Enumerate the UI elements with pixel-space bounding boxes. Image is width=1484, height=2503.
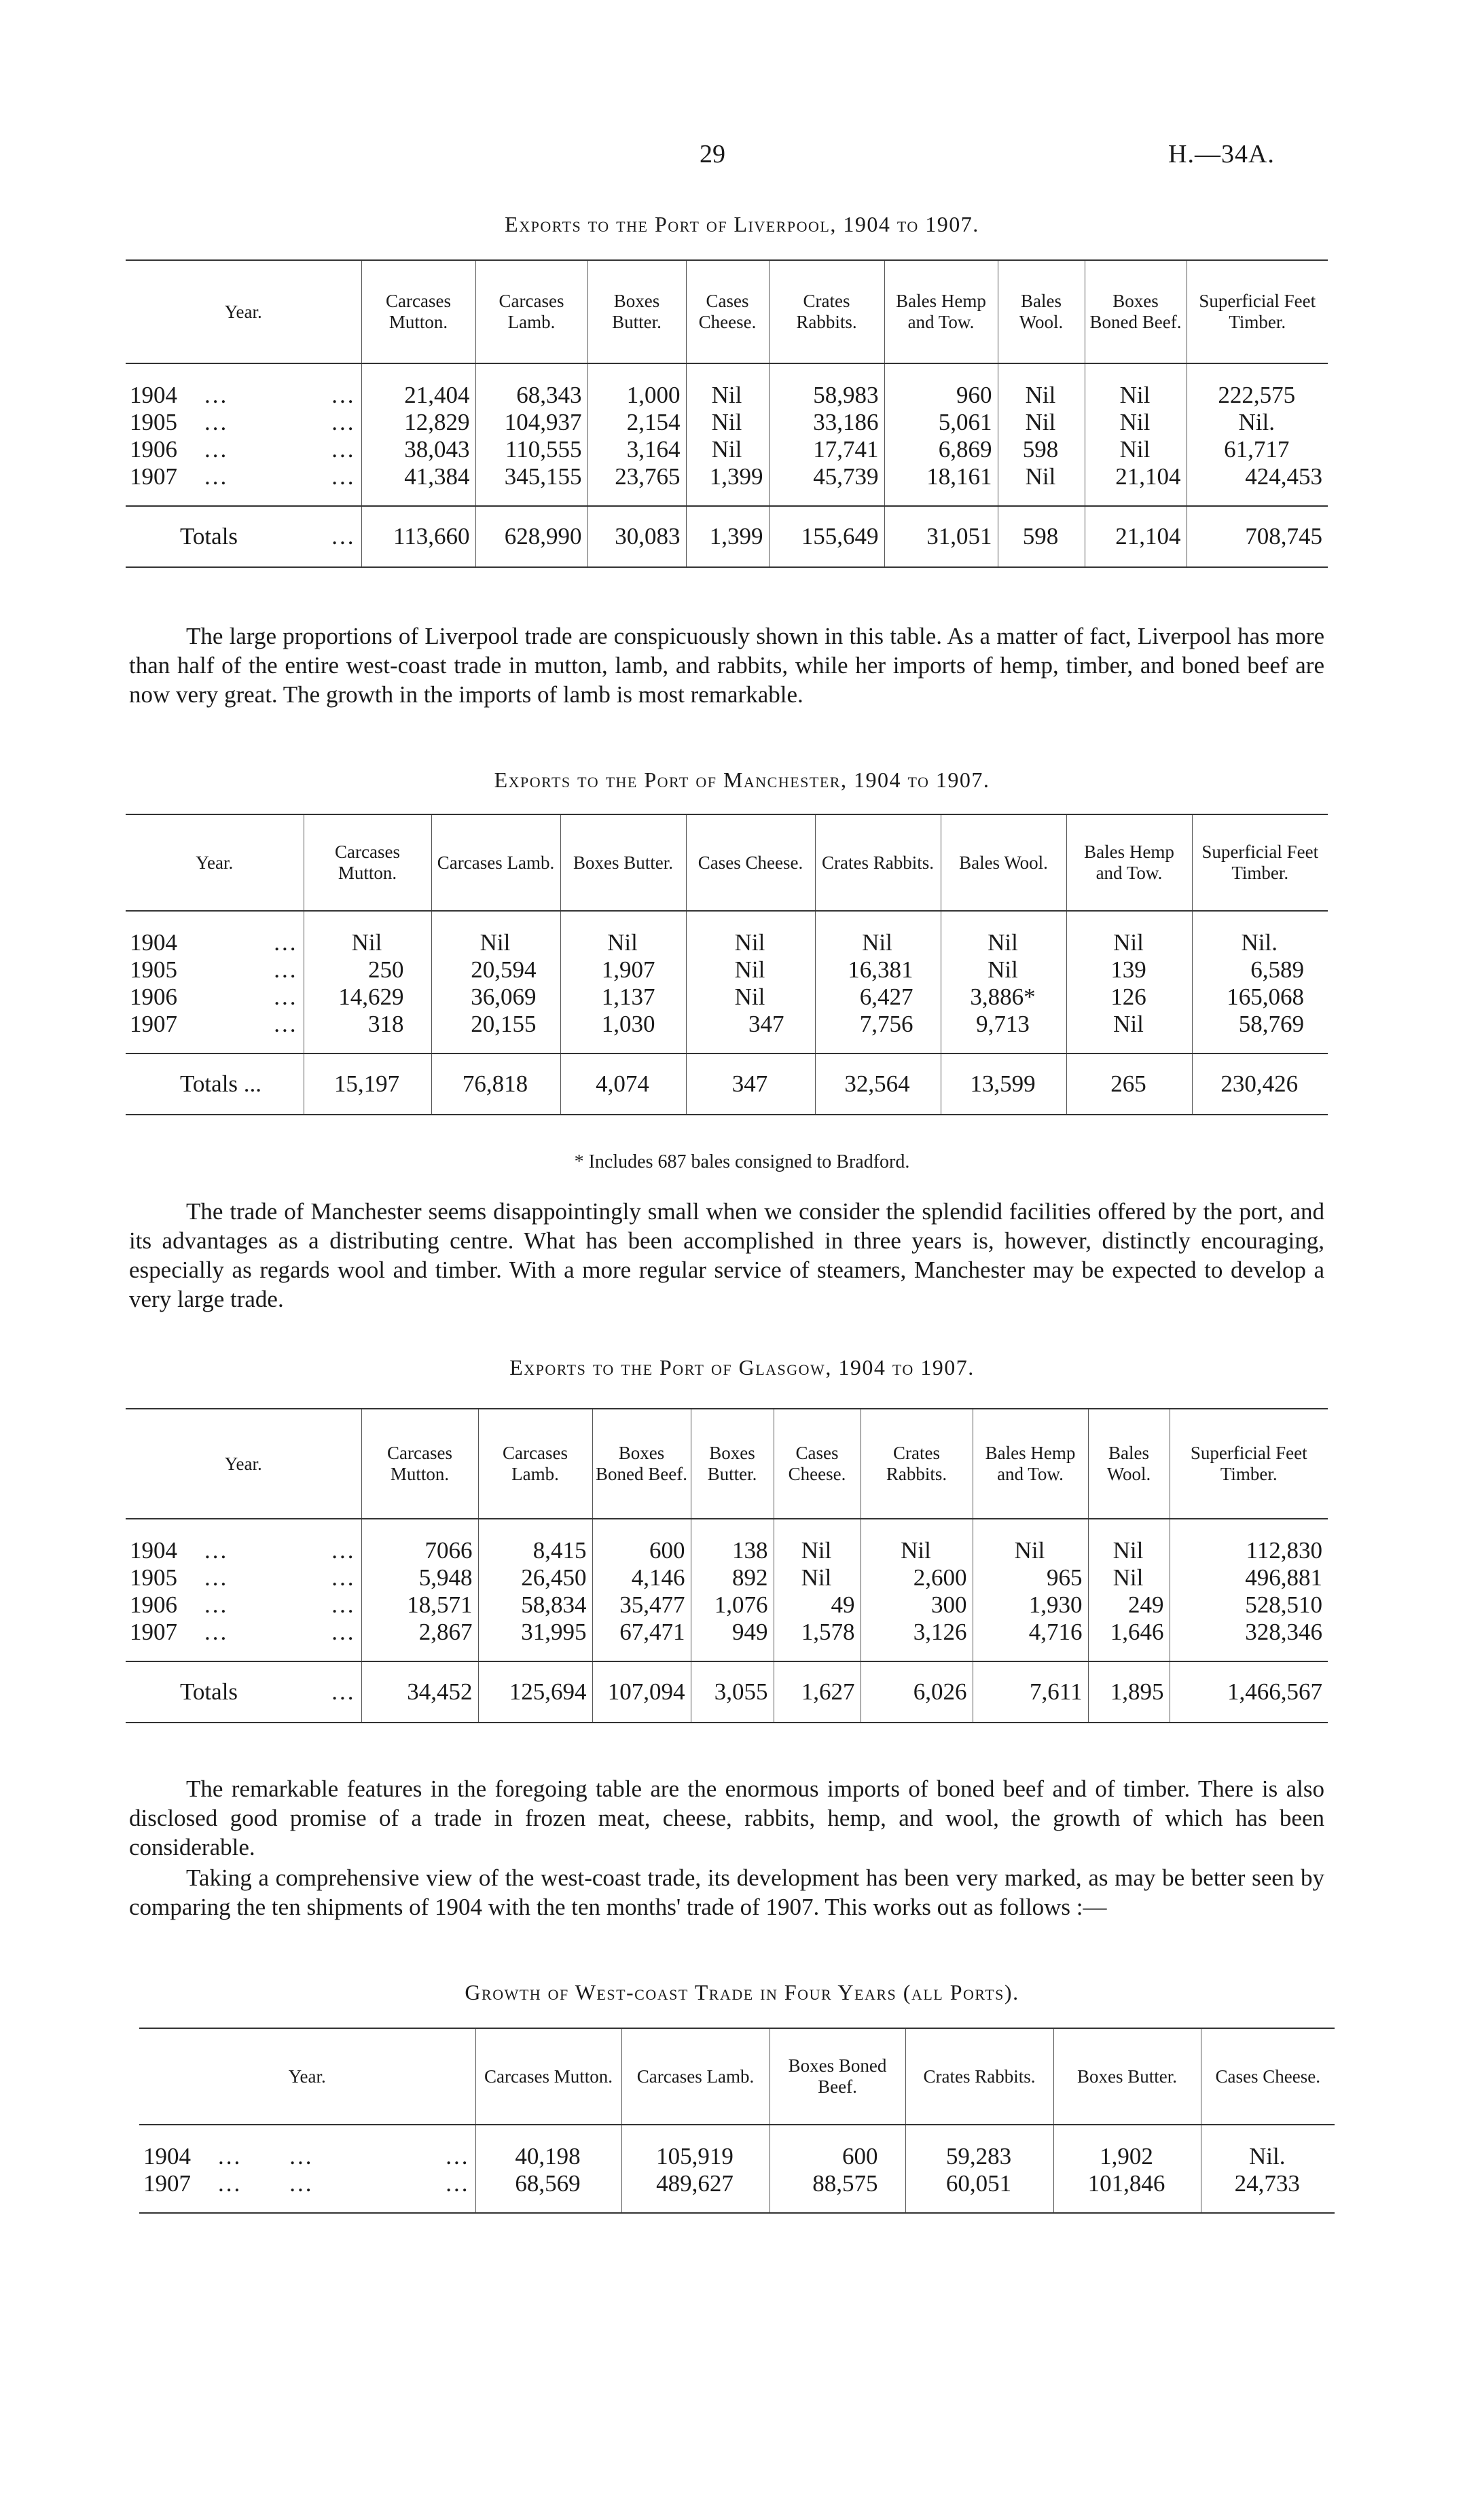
table-cell: 18,161 (884, 463, 998, 506)
table-row (139, 2170, 1335, 2213)
table-cell: 4,146 (592, 1564, 691, 1591)
column-header: Cases Cheese. (686, 814, 815, 911)
column-header: Superficial Feet Timber. (1192, 814, 1328, 911)
table-cell: 1,000 (587, 363, 686, 409)
table-cell: 1,895 (1088, 1661, 1170, 1723)
table-cell: 496,881 (1170, 1564, 1328, 1591)
table-cell: Nil (1088, 1564, 1170, 1591)
table-cell: 6,026 (861, 1661, 973, 1723)
table-row (126, 436, 1328, 463)
table-cell: Nil (686, 911, 815, 956)
table-cell: 20,594 (431, 956, 560, 984)
document-reference: H.—34A. (1168, 140, 1275, 168)
table-cell: 23,765 (587, 463, 686, 506)
table-cell: 1,030 (560, 1011, 686, 1054)
column-header: Year. (126, 814, 304, 911)
table-cell: 628,990 (475, 506, 587, 567)
table-cell: 36,069 (431, 984, 560, 1011)
table-cell: Nil (941, 956, 1066, 984)
table-row (126, 911, 1328, 956)
table-cell: 112,830 (1170, 1519, 1328, 1564)
table-row (126, 1011, 1328, 1054)
table-cell: 3,886* (941, 984, 1066, 1011)
table-cell: 26,450 (478, 1564, 592, 1591)
table-cell: 528,510 (1170, 1591, 1328, 1619)
manchester-table (126, 814, 1328, 1115)
table-cell: 230,426 (1192, 1054, 1328, 1115)
table-cell: Nil (941, 911, 1066, 956)
column-header: Cases Cheese. (1201, 2028, 1335, 2125)
table-cell: 5,948 (361, 1564, 478, 1591)
table-cell: 58,983 (769, 363, 884, 409)
table-cell: 1,399 (686, 506, 769, 567)
table-cell: 21,104 (1085, 463, 1187, 506)
table-cell: 31,995 (478, 1619, 592, 1661)
table-cell: 138 (691, 1519, 774, 1564)
year-cell: 1904 ... ... ... (143, 2143, 470, 2169)
table-cell: Nil (1066, 911, 1192, 956)
table-cell: Nil (1066, 1011, 1192, 1054)
year-cell: 1906 ... ... (130, 436, 356, 463)
table-cell: 58,834 (478, 1591, 592, 1619)
table-cell: 965 (973, 1564, 1088, 1591)
table-cell: 7,756 (815, 1011, 941, 1054)
table-cell: 347 (686, 1054, 815, 1115)
year-cell: 1907 ... ... (130, 1619, 356, 1645)
table-cell: 6,589 (1192, 956, 1328, 984)
column-header: Crates Rabbits. (861, 1409, 973, 1519)
paragraph-manchester: The trade of Manchester seems disappointingly small when we consider the splendid facilities offered by the port, and its advantages as a distributing centre. What has been accomplished in three years is, however, distinctly encouraging, especially as regards wool and timber. With a more regular service of steamers, Manchester may be expected to develop a very large trade. (129, 1198, 1324, 1312)
table-cell: 347 (686, 1011, 815, 1054)
table-cell: 3,055 (691, 1661, 774, 1723)
totals-label: Totals ... (126, 506, 361, 567)
column-header: Carcases Mutton. (361, 1409, 478, 1519)
table-cell: 8,415 (478, 1519, 592, 1564)
table-cell: 2,600 (861, 1564, 973, 1591)
column-header: Carcases Lamb. (475, 260, 587, 363)
column-header: Year. (139, 2028, 475, 2125)
table-cell: 424,453 (1187, 463, 1328, 506)
table-cell: Nil (774, 1519, 861, 1564)
column-header: Carcases Mutton. (304, 814, 431, 911)
liverpool-table-caption: Exports to the Port of Liverpool, 1904 to 1907. (505, 212, 979, 236)
liverpool-table (126, 259, 1328, 568)
table-cell: 6,869 (884, 436, 998, 463)
table-cell: 33,186 (769, 409, 884, 436)
table-cell: 328,346 (1170, 1619, 1328, 1661)
table-cell: Nil (686, 363, 769, 409)
table-cell: 107,094 (592, 1661, 691, 1723)
table-cell: Nil (686, 436, 769, 463)
column-header: Superficial Feet Timber. (1187, 260, 1328, 363)
table-cell: 1,076 (691, 1591, 774, 1619)
table-cell: 104,937 (475, 409, 587, 436)
table-cell: 61,717 (1187, 436, 1328, 463)
table-cell: 15,197 (304, 1054, 431, 1115)
table-cell: 67,471 (592, 1619, 691, 1661)
column-header: Boxes Boned Beef. (1085, 260, 1187, 363)
table-row (126, 409, 1328, 436)
table-cell: Nil (1088, 1519, 1170, 1564)
table-cell: 1,578 (774, 1619, 861, 1661)
table-cell: Nil (686, 956, 815, 984)
table-cell: 222,575 (1187, 363, 1328, 409)
table-cell: 6,427 (815, 984, 941, 1011)
table-cell: Nil (1085, 363, 1187, 409)
table-cell: 21,404 (361, 363, 475, 409)
table-cell: 30,083 (587, 506, 686, 567)
totals-label: Totals ... (126, 1054, 304, 1115)
column-header: Boxes Butter. (691, 1409, 774, 1519)
table-cell: Nil (998, 409, 1085, 436)
year-cell: 1904 ... ... (130, 1537, 356, 1564)
table-cell: Nil (304, 911, 431, 956)
table-cell: Nil. (1201, 2125, 1335, 2170)
table-cell: 31,051 (884, 506, 998, 567)
manchester-footnote: * Includes 687 bales consigned to Bradford. (574, 1151, 910, 1172)
column-header: Boxes Butter. (560, 814, 686, 911)
table-cell: 105,919 (621, 2125, 770, 2170)
column-header: Year. (126, 1409, 361, 1519)
column-header: Carcases Mutton. (361, 260, 475, 363)
table-cell: 88,575 (770, 2170, 905, 2213)
table-cell: 12,829 (361, 409, 475, 436)
table-cell: 600 (770, 2125, 905, 2170)
table-row (126, 463, 1328, 506)
table-cell: 1,466,567 (1170, 1661, 1328, 1723)
table-cell: 949 (691, 1619, 774, 1661)
table-cell: 2,154 (587, 409, 686, 436)
totals-row (126, 1661, 1328, 1723)
column-header: Cases Cheese. (774, 1409, 861, 1519)
column-header: Cases Cheese. (686, 260, 769, 363)
table-cell: 9,713 (941, 1011, 1066, 1054)
growth-table-caption: Growth of West-coast Trade in Four Years (all Ports). (465, 1980, 1019, 2004)
column-header: Crates Rabbits. (905, 2028, 1053, 2125)
table-cell: 76,818 (431, 1054, 560, 1115)
table-cell: 489,627 (621, 2170, 770, 2213)
glasgow-table (126, 1408, 1328, 1723)
table-cell: 1,137 (560, 984, 686, 1011)
table-cell: 125,694 (478, 1661, 592, 1723)
table-cell: 7,611 (973, 1661, 1088, 1723)
table-cell: Nil. (1192, 911, 1328, 956)
table-cell: 1,646 (1088, 1619, 1170, 1661)
paragraph-liverpool: The large proportions of Liverpool trade are conspicuously shown in this table. As a matter of fact, Liverpool has more than half of the entire west-coast trade in mutton, lamb, and rabbits, while her imports of hemp, timber, and boned beef are now very great. The growth in the imports of lamb is most remarkable. (129, 623, 1324, 708)
table-cell: 38,043 (361, 436, 475, 463)
table-cell: 598 (998, 436, 1085, 463)
table-cell: 58,769 (1192, 1011, 1328, 1054)
year-cell: 1905 ... ... (130, 409, 356, 435)
table-cell: 1,902 (1053, 2125, 1201, 2170)
table-cell: 1,627 (774, 1661, 861, 1723)
table-row (139, 2125, 1335, 2170)
column-header: Carcases Lamb. (431, 814, 560, 911)
column-header: Crates Rabbits. (769, 260, 884, 363)
year-cell: 1906 ... (130, 984, 298, 1010)
table-row (126, 1519, 1328, 1564)
table-cell: Nil (1085, 409, 1187, 436)
column-header: Bales Hemp and Tow. (884, 260, 998, 363)
table-cell: 4,074 (560, 1054, 686, 1115)
column-header: Bales Hemp and Tow. (973, 1409, 1088, 1519)
table-row (126, 1619, 1328, 1661)
table-row (126, 363, 1328, 409)
column-header: Superficial Feet Timber. (1170, 1409, 1328, 1519)
table-cell: 1,930 (973, 1591, 1088, 1619)
table-cell: 300 (861, 1591, 973, 1619)
table-cell: 68,343 (475, 363, 587, 409)
column-header: Bales Wool. (941, 814, 1066, 911)
table-cell: 318 (304, 1011, 431, 1054)
year-cell: 1904 ... ... (130, 382, 356, 408)
table-cell: 14,629 (304, 984, 431, 1011)
table-cell: 60,051 (905, 2170, 1053, 2213)
table-cell: 4,716 (973, 1619, 1088, 1661)
column-header: Year. (126, 260, 361, 363)
year-cell: 1905 ... (130, 956, 298, 983)
table-cell: 35,477 (592, 1591, 691, 1619)
table-cell: 101,846 (1053, 2170, 1201, 2213)
table-cell: 139 (1066, 956, 1192, 984)
table-cell: 892 (691, 1564, 774, 1591)
column-header: Bales Wool. (1088, 1409, 1170, 1519)
table-cell: Nil (998, 463, 1085, 506)
table-cell: 16,381 (815, 956, 941, 984)
paragraph-glasgow: The remarkable features in the foregoing table are the enormous imports of boned beef and of timber. There is also disclosed good promise of a trade in frozen meat, cheese, rabbits, hemp, and wool, the growth of which has been considerable. (129, 1776, 1324, 1860)
table-cell: 345,155 (475, 463, 587, 506)
column-header: Bales Hemp and Tow. (1066, 814, 1192, 911)
paragraph-west-coast: Taking a comprehensive view of the west-coast trade, its development has been very marked, as may be better seen by comparing the ten shipments of 1904 with the ten months' trade of 1907. This works out as follows :— (129, 1865, 1324, 1920)
table-cell: 49 (774, 1591, 861, 1619)
table-cell: 249 (1088, 1591, 1170, 1619)
year-cell: 1907 ... ... ... (143, 2170, 470, 2197)
table-cell: 2,867 (361, 1619, 478, 1661)
table-cell: 45,739 (769, 463, 884, 506)
table-row (126, 1564, 1328, 1591)
table-cell: 41,384 (361, 463, 475, 506)
table-cell: 13,599 (941, 1054, 1066, 1115)
totals-row (126, 506, 1328, 567)
table-row (126, 984, 1328, 1011)
table-cell: 113,660 (361, 506, 475, 567)
column-header: Carcases Lamb. (621, 2028, 770, 2125)
totals-row (126, 1054, 1328, 1115)
year-cell: 1905 ... ... (130, 1564, 356, 1591)
growth-table (139, 2028, 1335, 2214)
table-row (126, 1591, 1328, 1619)
table-cell: Nil (686, 984, 815, 1011)
table-cell: 3,164 (587, 436, 686, 463)
table-cell: Nil (774, 1564, 861, 1591)
column-header: Crates Rabbits. (815, 814, 941, 911)
table-cell: 7066 (361, 1519, 478, 1564)
table-cell: 3,126 (861, 1619, 973, 1661)
year-cell: 1904 ... (130, 929, 298, 956)
table-cell: 59,283 (905, 2125, 1053, 2170)
table-cell: Nil (998, 363, 1085, 409)
year-cell: 1906 ... ... (130, 1591, 356, 1618)
table-cell: 708,745 (1187, 506, 1328, 567)
column-header: Carcases Lamb. (478, 1409, 592, 1519)
table-cell: 18,571 (361, 1591, 478, 1619)
table-row (126, 956, 1328, 984)
table-cell: 598 (998, 506, 1085, 567)
year-cell: 1907 ... (130, 1011, 298, 1037)
table-cell: 32,564 (815, 1054, 941, 1115)
table-cell: Nil (560, 911, 686, 956)
table-cell: 250 (304, 956, 431, 984)
table-cell: 68,569 (475, 2170, 621, 2213)
year-cell: 1907 ... ... (130, 463, 356, 490)
column-header: Boxes Butter. (587, 260, 686, 363)
table-cell: 40,198 (475, 2125, 621, 2170)
table-cell: 24,733 (1201, 2170, 1335, 2213)
column-header: Carcases Mutton. (475, 2028, 621, 2125)
table-cell: 21,104 (1085, 506, 1187, 567)
table-cell: 126 (1066, 984, 1192, 1011)
column-header: Bales Wool. (998, 260, 1085, 363)
table-cell: 155,649 (769, 506, 884, 567)
table-cell: 165,068 (1192, 984, 1328, 1011)
column-header: Boxes Boned Beef. (770, 2028, 905, 2125)
table-cell: 1,399 (686, 463, 769, 506)
table-cell: Nil (686, 409, 769, 436)
totals-label: Totals ... (126, 1661, 361, 1723)
column-header: Boxes Boned Beef. (592, 1409, 691, 1519)
glasgow-table-caption: Exports to the Port of Glasgow, 1904 to 1907. (509, 1355, 975, 1380)
table-cell: Nil (861, 1519, 973, 1564)
table-cell: Nil. (1187, 409, 1328, 436)
table-cell: 110,555 (475, 436, 587, 463)
table-cell: Nil (1085, 436, 1187, 463)
table-cell: 600 (592, 1519, 691, 1564)
table-cell: 20,155 (431, 1011, 560, 1054)
table-cell: Nil (431, 911, 560, 956)
table-cell: Nil (973, 1519, 1088, 1564)
table-cell: 960 (884, 363, 998, 409)
page-number: 29 (700, 140, 725, 168)
table-cell: 5,061 (884, 409, 998, 436)
table-cell: 1,907 (560, 956, 686, 984)
column-header: Boxes Butter. (1053, 2028, 1201, 2125)
table-cell: Nil (815, 911, 941, 956)
table-cell: 17,741 (769, 436, 884, 463)
table-cell: 265 (1066, 1054, 1192, 1115)
table-cell: 34,452 (361, 1661, 478, 1723)
manchester-table-caption: Exports to the Port of Manchester, 1904 to 1907. (494, 768, 990, 792)
